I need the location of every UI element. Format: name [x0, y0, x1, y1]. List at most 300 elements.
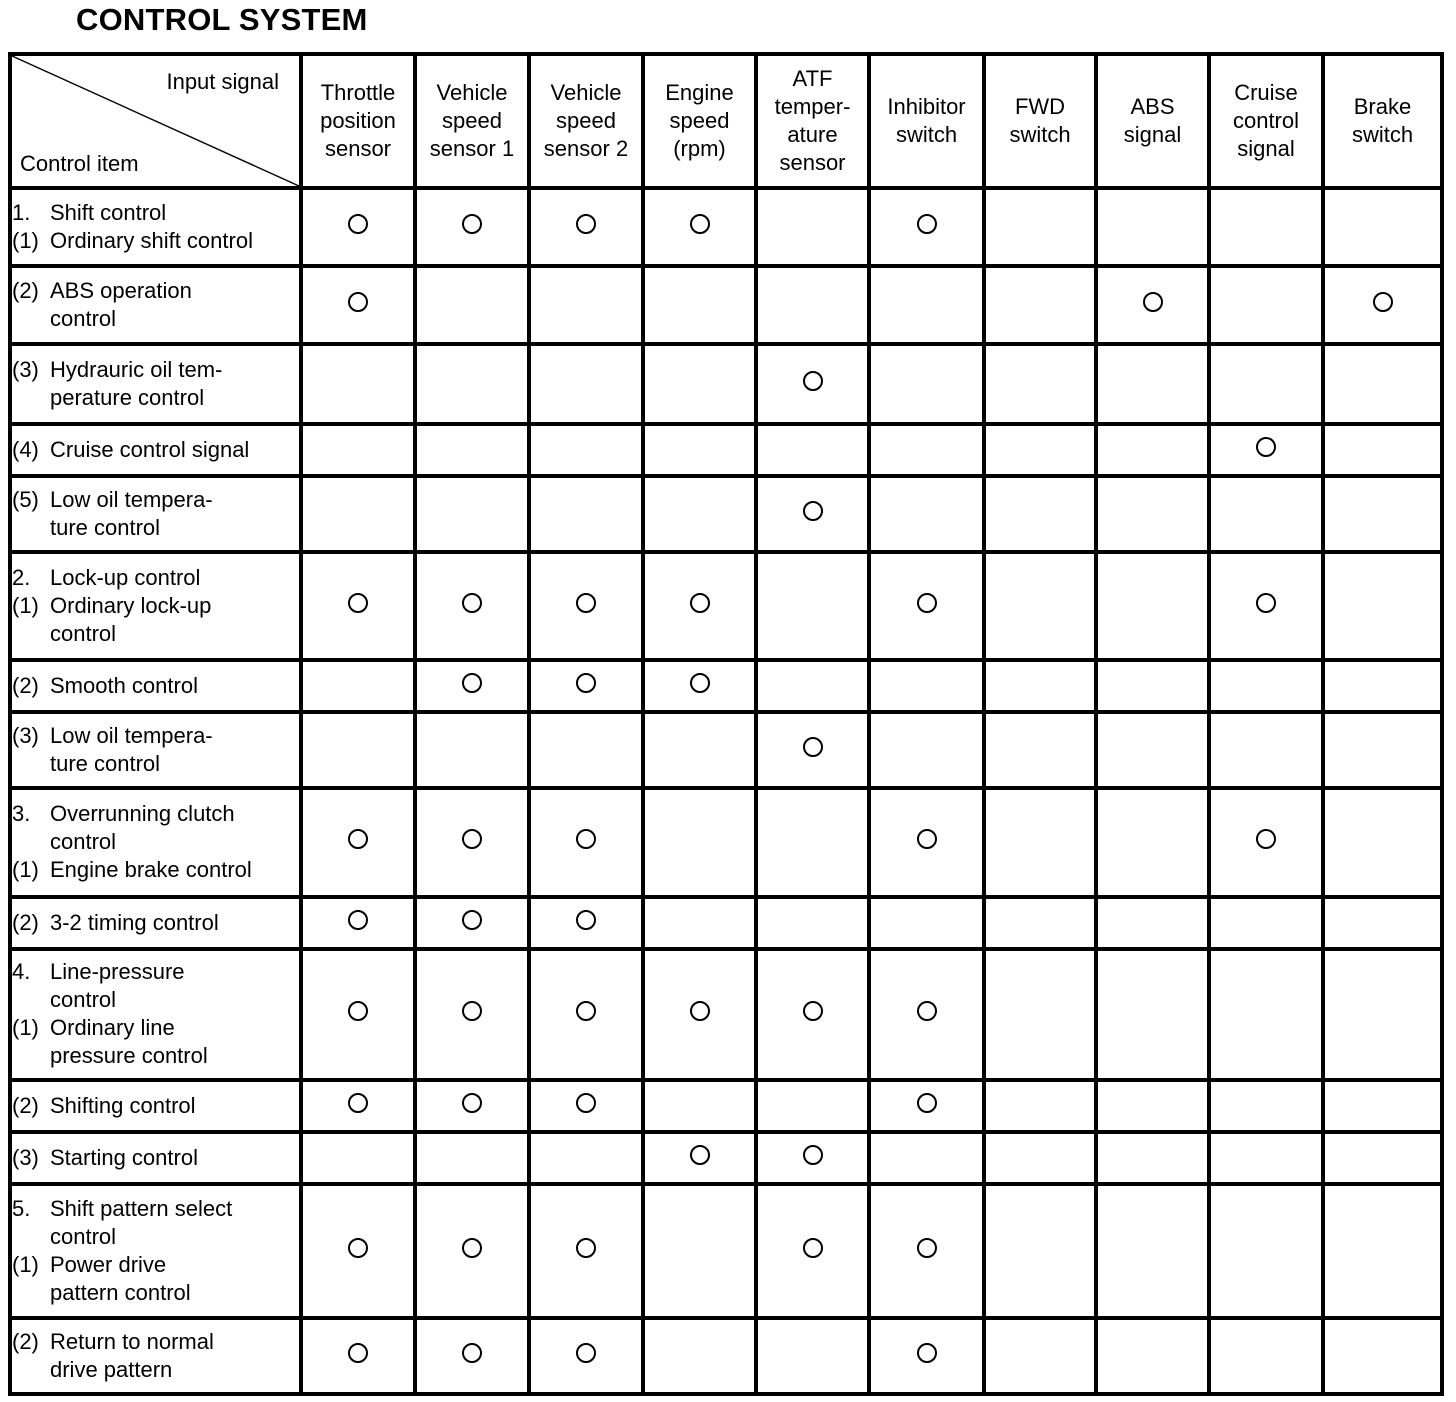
circle-mark-icon — [576, 1238, 596, 1258]
item-text: Ordinary line — [50, 1015, 175, 1041]
column-header — [869, 54, 984, 188]
signal-cell — [1096, 1184, 1209, 1318]
signal-cell — [1323, 552, 1442, 660]
control-item-line — [12, 750, 299, 778]
column-header-line: switch — [1009, 122, 1071, 147]
signal-cell — [869, 1184, 984, 1318]
signal-cell — [756, 1184, 869, 1318]
circle-mark-icon — [803, 1145, 823, 1165]
item-number: (2) — [12, 278, 39, 304]
circle-mark-icon — [690, 1145, 710, 1165]
signal-cell — [415, 949, 529, 1080]
signal-cell — [1323, 1132, 1442, 1184]
control-item-cell — [10, 552, 301, 660]
circle-mark-icon — [462, 593, 482, 613]
signal-cell — [1209, 949, 1323, 1080]
control-item-line — [12, 672, 299, 700]
signal-cell — [756, 188, 869, 266]
signal-cell — [984, 1184, 1096, 1318]
signal-cell — [415, 660, 529, 712]
item-text: control — [50, 829, 117, 855]
signal-cell — [529, 712, 643, 788]
control-item-label: Control item — [20, 151, 139, 176]
control-item-line — [12, 305, 299, 333]
item-text: Ordinary lock-up — [50, 593, 212, 619]
table-row — [10, 424, 1442, 476]
signal-cell — [643, 424, 756, 476]
column-header-line: Vehicle — [550, 80, 622, 105]
column-header-line: signal — [1237, 136, 1295, 161]
signal-cell — [756, 1132, 869, 1184]
control-item-cell — [10, 1132, 301, 1184]
control-item-line — [12, 1092, 299, 1120]
item-number — [12, 986, 50, 1014]
signal-cell — [301, 1184, 415, 1318]
item-text: Cruise control signal — [50, 437, 250, 463]
control-item-line — [12, 1251, 299, 1279]
circle-mark-icon — [917, 1093, 937, 1113]
signal-cell — [301, 1132, 415, 1184]
signal-cell — [301, 949, 415, 1080]
signal-cell — [869, 424, 984, 476]
signal-cell — [415, 1132, 529, 1184]
control-item-line — [12, 828, 299, 856]
circle-mark-icon — [917, 1343, 937, 1363]
control-item-line — [12, 1279, 299, 1307]
control-item-line — [12, 1223, 299, 1251]
signal-cell — [756, 1318, 869, 1394]
signal-cell — [869, 476, 984, 552]
circle-mark-icon — [803, 371, 823, 391]
signal-cell — [1096, 476, 1209, 552]
table-row — [10, 712, 1442, 788]
item-text: drive pattern — [50, 1356, 173, 1382]
signal-cell — [984, 424, 1096, 476]
item-text: pattern control — [50, 1279, 191, 1305]
column-header — [1096, 54, 1209, 188]
signal-cell — [529, 660, 643, 712]
signal-cell — [1323, 344, 1442, 424]
circle-mark-icon — [348, 829, 368, 849]
control-item-cell — [10, 949, 301, 1080]
circle-mark-icon — [576, 829, 596, 849]
control-item-line — [12, 564, 299, 592]
signal-cell — [1096, 266, 1209, 344]
signal-cell — [984, 660, 1096, 712]
circle-mark-icon — [462, 1343, 482, 1363]
signal-cell — [415, 788, 529, 896]
signal-cell — [869, 949, 984, 1080]
circle-mark-icon — [348, 1238, 368, 1258]
column-header — [301, 54, 415, 188]
signal-cell — [529, 1080, 643, 1132]
signal-cell — [643, 188, 756, 266]
column-header-line: sensor — [324, 136, 392, 161]
table-row — [10, 266, 1442, 344]
table-row — [10, 1318, 1442, 1394]
signal-cell — [415, 476, 529, 552]
signal-cell — [301, 552, 415, 660]
column-header-line: Brake — [1353, 94, 1412, 119]
signal-cell — [869, 1080, 984, 1132]
signal-cell — [301, 660, 415, 712]
signal-cell — [643, 1080, 756, 1132]
signal-cell — [1096, 552, 1209, 660]
signal-cell — [869, 552, 984, 660]
signal-cell — [1323, 660, 1442, 712]
signal-cell — [869, 1132, 984, 1184]
item-number: (1) — [12, 1251, 39, 1277]
item-number — [12, 514, 50, 542]
circle-mark-icon — [803, 1238, 823, 1258]
control-item-line — [12, 800, 299, 828]
signal-cell — [415, 1184, 529, 1318]
signal-cell — [1096, 788, 1209, 896]
signal-cell — [1209, 897, 1323, 949]
signal-cell — [756, 712, 869, 788]
column-header-line: Cruise — [1234, 80, 1298, 105]
circle-mark-icon — [1256, 437, 1276, 457]
signal-cell — [984, 344, 1096, 424]
circle-mark-icon — [348, 593, 368, 613]
column-header-line: switch — [895, 122, 958, 147]
column-header — [643, 54, 756, 188]
control-item-line — [12, 1328, 299, 1356]
signal-cell — [643, 476, 756, 552]
circle-mark-icon — [1256, 593, 1276, 613]
header-row — [10, 54, 1442, 188]
signal-cell — [1096, 660, 1209, 712]
column-header-line: speed — [442, 108, 502, 133]
item-text: Power drive — [50, 1251, 167, 1277]
item-number — [12, 305, 50, 333]
item-number: (1) — [12, 593, 39, 619]
column-header — [1209, 54, 1323, 188]
circle-mark-icon — [576, 910, 596, 930]
column-header-line: ATF — [792, 66, 833, 91]
circle-mark-icon — [348, 292, 368, 312]
signal-cell — [1096, 1080, 1209, 1132]
signal-cell — [643, 552, 756, 660]
circle-mark-icon — [462, 1093, 482, 1113]
control-item-cell — [10, 476, 301, 552]
circle-mark-icon — [917, 1238, 937, 1258]
item-number — [12, 384, 50, 412]
signal-cell — [415, 188, 529, 266]
item-number: 2. — [12, 565, 31, 591]
signal-cell — [869, 344, 984, 424]
signal-cell — [529, 1184, 643, 1318]
signal-cell — [1323, 1318, 1442, 1394]
signal-cell — [415, 552, 529, 660]
item-text: Low oil tempera- — [50, 723, 213, 749]
signal-cell — [756, 424, 869, 476]
signal-cell — [529, 788, 643, 896]
signal-cell — [301, 897, 415, 949]
signal-cell — [756, 949, 869, 1080]
signal-cell — [984, 1132, 1096, 1184]
item-number: (1) — [12, 1015, 39, 1041]
signal-cell — [301, 1080, 415, 1132]
signal-cell — [643, 344, 756, 424]
signal-cell — [1323, 897, 1442, 949]
control-item-cell — [10, 1184, 301, 1318]
column-header-line: ature — [787, 122, 838, 147]
signal-cell — [1209, 712, 1323, 788]
circle-mark-icon — [462, 1238, 482, 1258]
signal-cell — [1323, 476, 1442, 552]
control-item-line — [12, 986, 299, 1014]
item-text: Return to normal — [50, 1328, 214, 1354]
control-item-line — [12, 356, 299, 384]
signal-cell — [984, 712, 1096, 788]
signal-cell — [1209, 188, 1323, 266]
control-item-cell — [10, 344, 301, 424]
signal-cell — [1096, 344, 1209, 424]
signal-cell — [1096, 1132, 1209, 1184]
item-number: (1) — [12, 857, 39, 883]
signal-cell — [984, 188, 1096, 266]
signal-cell — [756, 266, 869, 344]
signal-cell — [1096, 897, 1209, 949]
control-system-table — [8, 52, 1444, 1396]
column-header-line: Vehicle — [436, 80, 508, 105]
circle-mark-icon — [462, 214, 482, 234]
page-title: CONTROL SYSTEM — [76, 2, 368, 37]
item-number — [12, 1356, 50, 1384]
column-header-line: sensor 2 — [543, 136, 629, 161]
circle-mark-icon — [917, 1001, 937, 1021]
signal-cell — [756, 344, 869, 424]
item-text: Overrunning clutch — [50, 801, 235, 827]
signal-cell — [984, 552, 1096, 660]
item-number: 4. — [12, 959, 31, 985]
signal-cell — [529, 188, 643, 266]
control-item-cell — [10, 712, 301, 788]
item-text: control — [50, 987, 117, 1013]
control-item-cell — [10, 424, 301, 476]
control-item-line — [12, 1014, 299, 1042]
circle-mark-icon — [462, 829, 482, 849]
signal-cell — [529, 344, 643, 424]
signal-cell — [1209, 1080, 1323, 1132]
table-row — [10, 552, 1442, 660]
circle-mark-icon — [462, 673, 482, 693]
item-number: (2) — [12, 673, 39, 699]
column-header-line: sensor 1 — [429, 136, 515, 161]
signal-cell — [529, 1318, 643, 1394]
control-item-line — [12, 1042, 299, 1070]
signal-cell — [643, 949, 756, 1080]
item-text: Lock-up control — [50, 565, 201, 591]
signal-cell — [301, 424, 415, 476]
table-row — [10, 949, 1442, 1080]
circle-mark-icon — [576, 673, 596, 693]
circle-mark-icon — [803, 737, 823, 757]
item-number: (3) — [12, 723, 39, 749]
column-header — [984, 54, 1096, 188]
column-header-line: (rpm) — [673, 136, 726, 161]
item-number — [12, 620, 50, 648]
signal-cell — [1096, 188, 1209, 266]
column-header-line: temper- — [774, 94, 851, 119]
signal-cell — [643, 660, 756, 712]
signal-cell — [1209, 1318, 1323, 1394]
signal-cell — [415, 344, 529, 424]
column-header — [756, 54, 869, 188]
signal-cell — [529, 424, 643, 476]
signal-cell — [1096, 424, 1209, 476]
signal-cell — [529, 1132, 643, 1184]
item-number: (4) — [12, 437, 39, 463]
table-row — [10, 897, 1442, 949]
signal-cell — [1323, 424, 1442, 476]
signal-cell — [301, 476, 415, 552]
signal-cell — [756, 788, 869, 896]
item-text: Shifting control — [50, 1092, 196, 1118]
table-row — [10, 788, 1442, 896]
column-header-line: Throttle — [320, 80, 396, 105]
signal-cell — [529, 476, 643, 552]
signal-cell — [984, 476, 1096, 552]
circle-mark-icon — [690, 593, 710, 613]
item-text: Low oil tempera- — [50, 487, 213, 513]
signal-cell — [984, 1080, 1096, 1132]
signal-cell — [643, 266, 756, 344]
column-header-line: speed — [556, 108, 616, 133]
signal-cell — [869, 788, 984, 896]
signal-cell — [415, 266, 529, 344]
circle-mark-icon — [803, 501, 823, 521]
item-number — [12, 828, 50, 856]
circle-mark-icon — [1373, 292, 1393, 312]
signal-cell — [869, 188, 984, 266]
signal-cell — [643, 897, 756, 949]
control-item-line — [12, 1356, 299, 1384]
column-header-line: Inhibitor — [887, 94, 966, 119]
circle-mark-icon — [348, 1093, 368, 1113]
item-text: Engine brake control — [50, 857, 252, 883]
item-text: control — [50, 621, 117, 647]
item-text: ture control — [50, 515, 161, 541]
item-text: Shift pattern select — [50, 1195, 233, 1221]
item-number — [12, 1042, 50, 1070]
circle-mark-icon — [1256, 829, 1276, 849]
item-number — [12, 1279, 50, 1307]
signal-cell — [1323, 266, 1442, 344]
signal-cell — [301, 344, 415, 424]
signal-cell — [1209, 476, 1323, 552]
item-text: Hydrauric oil tem- — [50, 357, 223, 383]
circle-mark-icon — [917, 593, 937, 613]
signal-cell — [1323, 1184, 1442, 1318]
signal-cell — [756, 476, 869, 552]
item-text: pressure control — [50, 1043, 208, 1069]
table-row — [10, 344, 1442, 424]
control-item-cell — [10, 188, 301, 266]
signal-cell — [415, 712, 529, 788]
circle-mark-icon — [348, 214, 368, 234]
column-header-line: FWD — [1014, 94, 1066, 119]
control-item-line — [12, 384, 299, 412]
signal-cell — [1209, 424, 1323, 476]
signal-cell — [756, 897, 869, 949]
signal-cell — [1209, 344, 1323, 424]
control-item-line — [12, 436, 299, 464]
item-text: ABS operation — [50, 278, 192, 304]
circle-mark-icon — [576, 1093, 596, 1113]
signal-cell — [415, 897, 529, 949]
signal-cell — [643, 1132, 756, 1184]
item-text: Shift control — [50, 200, 167, 226]
item-text: Line-pressure — [50, 959, 185, 985]
signal-cell — [301, 1318, 415, 1394]
circle-mark-icon — [576, 214, 596, 234]
column-header-line: control — [1232, 108, 1300, 133]
column-header-line: speed — [669, 108, 730, 133]
item-number: (2) — [12, 1092, 39, 1118]
item-number: 3. — [12, 801, 31, 827]
signal-cell — [643, 1318, 756, 1394]
signal-cell — [415, 424, 529, 476]
signal-cell — [301, 712, 415, 788]
control-item-cell — [10, 1318, 301, 1394]
circle-mark-icon — [348, 910, 368, 930]
circle-mark-icon — [348, 1343, 368, 1363]
signal-cell — [984, 897, 1096, 949]
control-item-line — [12, 722, 299, 750]
signal-cell — [756, 552, 869, 660]
control-item-line — [12, 856, 299, 884]
signal-cell — [984, 1318, 1096, 1394]
circle-mark-icon — [1143, 292, 1163, 312]
signal-cell — [529, 266, 643, 344]
circle-mark-icon — [690, 1001, 710, 1021]
control-item-line — [12, 958, 299, 986]
column-header-line: ABS — [1130, 94, 1175, 119]
signal-cell — [301, 266, 415, 344]
signal-cell — [1209, 1184, 1323, 1318]
signal-cell — [529, 552, 643, 660]
item-text: 3-2 timing control — [50, 909, 219, 935]
signal-cell — [869, 660, 984, 712]
control-item-line — [12, 514, 299, 542]
signal-cell — [1209, 660, 1323, 712]
signal-cell — [643, 788, 756, 896]
circle-mark-icon — [690, 673, 710, 693]
column-header — [1323, 54, 1442, 188]
control-item-cell — [10, 660, 301, 712]
circle-mark-icon — [348, 1001, 368, 1021]
circle-mark-icon — [576, 593, 596, 613]
circle-mark-icon — [917, 214, 937, 234]
circle-mark-icon — [917, 829, 937, 849]
circle-mark-icon — [576, 1001, 596, 1021]
item-text: Starting control — [50, 1144, 198, 1170]
signal-cell — [643, 1184, 756, 1318]
control-item-cell — [10, 897, 301, 949]
control-item-cell — [10, 788, 301, 896]
control-item-line — [12, 592, 299, 620]
item-number: (5) — [12, 487, 39, 513]
item-text: control — [50, 306, 117, 332]
item-text: ture control — [50, 751, 161, 777]
signal-cell — [984, 949, 1096, 1080]
signal-cell — [1209, 1132, 1323, 1184]
signal-cell — [1323, 949, 1442, 1080]
control-item-line — [12, 1144, 299, 1172]
signal-cell — [301, 188, 415, 266]
